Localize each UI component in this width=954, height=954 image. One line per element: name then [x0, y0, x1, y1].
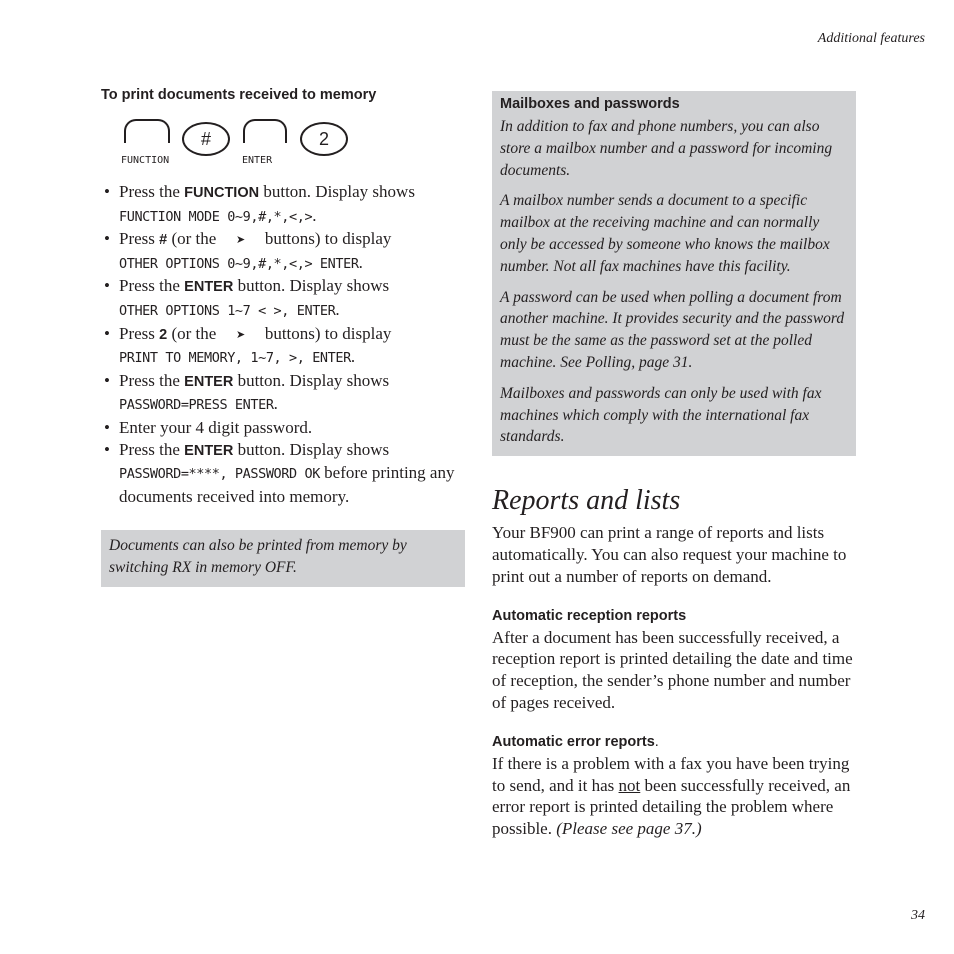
error-reports-text: If there is a problem with a fax you have been trying to send, and it has not been successfully received, an error report is printed detailing the problem where possible. (Please see page 37.)	[492, 753, 851, 839]
box-title: Mailboxes and passwords	[500, 96, 680, 112]
two-key-icon: 2	[300, 122, 348, 156]
page-reference: (Please see page 37.)	[556, 819, 702, 839]
procedure-heading: To print documents received to memory	[101, 87, 377, 103]
list-item: • Enter your 4 digit password.	[101, 417, 465, 439]
intro-paragraph: Your BF900 can print a range of reports and lists automatically. You can also request your machine to print out a number of reports on demand.	[492, 523, 847, 586]
mailbox-info-box	[492, 91, 856, 456]
section-title: Reports and lists	[492, 485, 681, 517]
list-item: • Press the ENTER button. Display shows PASSWORD=PRESS ENTER.	[101, 370, 465, 417]
list-item: • Press the ENTER button. Display shows OTHER OPTIONS 1~7 < >, ENTER.	[101, 275, 465, 322]
keypad-illustration	[101, 119, 465, 169]
list-item: • Press the ENTER button. Display shows PASSWORD=****, PASSWORD OK before printing any documents received into memory.	[101, 439, 465, 508]
page-number: 34	[911, 908, 925, 923]
box-paragraph: A mailbox number sends a document to a specific mailbox at the receiving machine and can normally only be accessed by someone who knows the mailbox number. Not all fax machines have this facility.	[500, 192, 830, 275]
enter-key-label: ENTER	[242, 155, 273, 166]
right-column	[492, 91, 856, 840]
display-text: OTHER OPTIONS 1~7 < >, ENTER	[119, 302, 336, 319]
reception-reports-heading: Automatic reception reports	[492, 607, 687, 624]
step-list	[101, 181, 465, 507]
list-item: • Press the FUNCTION button. Display shows FUNCTION MODE 0~9,#,*,<,>.	[101, 181, 465, 228]
display-text: PASSWORD=PRESS ENTER	[119, 397, 274, 414]
list-item: • Press # (or the ➤ buttons) to display OTHER OPTIONS 0~9,#,*,<,> ENTER.	[101, 228, 465, 275]
function-key-icon	[124, 119, 170, 143]
display-text: FUNCTION MODE 0~9,#,*,<,>	[119, 208, 313, 225]
reception-reports-text: After a document has been successfully received, a reception report is printed detailing the date and time of reception, the sender’s phone number and number of pages received.	[492, 627, 853, 712]
enter-key-icon	[243, 119, 287, 143]
hash-key-icon: #	[182, 122, 230, 156]
error-reports-heading: Automatic error reports.	[492, 733, 659, 750]
left-column	[101, 87, 465, 587]
running-header: Additional features	[817, 31, 925, 46]
box-paragraph: A password can be used when polling a document from another machine. It provides security and the password must be the same as the password set at the polled machine. See Polling, page 31.	[500, 288, 845, 371]
memory-note: Documents can also be printed from memory by switching RX in memory OFF.	[101, 530, 465, 587]
function-key-label: FUNCTION	[121, 155, 170, 166]
box-paragraph: In addition to fax and phone numbers, you can also store a mailbox number and a password for incoming documents.	[500, 118, 833, 179]
arrow-right-icon: ➤	[235, 328, 246, 341]
display-text: OTHER OPTIONS 0~9,#,*,<,> ENTER	[119, 255, 359, 272]
display-text: PRINT TO MEMORY, 1~7, >, ENTER	[119, 350, 351, 367]
display-text: PASSWORD=****, PASSWORD OK	[119, 466, 320, 483]
list-item: • Press 2 (or the ➤ buttons) to display PRINT TO MEMORY, 1~7, >, ENTER.	[101, 323, 465, 370]
arrow-right-icon: ➤	[235, 234, 246, 247]
box-paragraph: Mailboxes and passwords can only be used with fax machines which comply with the international fax standards.	[500, 384, 822, 446]
